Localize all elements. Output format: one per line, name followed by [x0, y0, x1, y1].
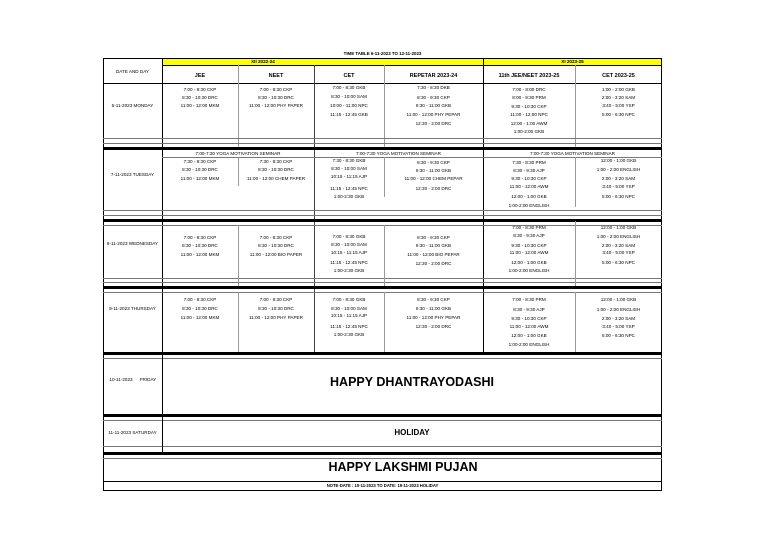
cell-thu-jee-2: 8:30 - 10:30 DRC: [182, 306, 218, 311]
cell-tue-xi-5: 12:00 - 1:00 GKB: [511, 194, 547, 199]
cell-thu-neet-3: 11:00 - 12:00 PHY PAPER: [249, 315, 303, 320]
cell-tue-cet-5: 1:00-2:30 GKB: [333, 194, 365, 199]
cell-thu-cet-2: 8:30 - 10:00 SAM: [331, 306, 367, 311]
cell-wed-xi-2: 8:30 - 9:30 AJP: [513, 233, 545, 238]
cell-mon-xi-1: 7:00 - 8:00 DRC: [512, 87, 546, 92]
frame-right: [661, 58, 662, 491]
cell-mon-rep-5: 12:30 - 2:00 DRC: [415, 121, 452, 126]
cell-wed-jee-3: 11:00 - 12:00 MKM: [180, 252, 220, 257]
cell-thu-rep-4: 12:30 - 2:00 DRC: [415, 324, 452, 329]
cell-wed-xicet-1: 12:00 - 1:00 GKB: [600, 225, 637, 230]
cell-thu-jee-3: 11:00 - 12:00 MKM: [180, 315, 220, 320]
cell-thu-xicet-3: 2:00 - 3:20 SAM: [601, 316, 636, 321]
cell-wed-neet-1: 7:00 - 8:30 CKP: [259, 235, 293, 240]
cell-thu-xi-5: 12:00 - 1:00 GKB: [511, 333, 547, 338]
row-rule: [103, 446, 662, 447]
yoga-seminar-xii: 7:00-7:30 YOGA MOTIVATION SEMINAR: [195, 151, 281, 156]
col-header-jee: JEE: [194, 73, 206, 79]
cell-tue-xi-6: 1:00-2:00 ENGLISH: [508, 203, 550, 208]
cell-wed-xicet-4: 3:40 - 5:00 YSP: [602, 250, 635, 255]
cell-wed-cet-2: 8:30 - 10:00 SAM: [331, 242, 367, 247]
col-header-cet-xi: CET 2023-25: [602, 73, 635, 79]
cell-wed-xi-6: 1:00-2:00 ENGLISH: [508, 268, 550, 273]
cell-tue-xi-2: 8:30 - 9:30 AJP: [513, 168, 545, 173]
frame-bottom: [103, 490, 662, 491]
yoga-seminar-cet: 7:00-7:30 YOGA MOTIVATION SEMINAR: [355, 151, 441, 156]
day-label-wednesday: 8-11-2023 WEDNESDAY: [106, 241, 159, 246]
row-rule: [103, 458, 662, 459]
frame-top: [103, 58, 662, 59]
cell-mon-rep-3: 9:30 - 11:00 GKB: [415, 103, 452, 108]
cell-thu-rep-3: 11:00 - 12:00 PHY PEPAR: [406, 315, 461, 320]
cell-tue-neet-3: 11:00 - 12:00 CHEM PAPER: [246, 176, 306, 181]
cell-thu-neet-2: 8:30 - 10:30 DRC: [258, 306, 294, 311]
cell-tue-xicet-1: 12:00 - 1:00 GKB: [600, 158, 637, 163]
cell-thu-cet-5: 1:00-2:30 GKB: [333, 332, 365, 337]
day-date-friday: 10-11-2023: [109, 377, 133, 382]
header-rule: [162, 65, 662, 66]
cell-wed-xi-1: 7:00 - 8:30 PRM: [512, 225, 546, 230]
cell-wed-neet-2: 8:30 - 10:30 DRC: [258, 243, 294, 248]
note-rule: [103, 481, 662, 482]
cell-thu-xicet-4: 3:40 - 5:00 YSP: [602, 324, 635, 329]
cell-mon-cet-1: 7:00 - 8:30 GKB: [332, 85, 366, 90]
cell-tue-xicet-5: 5:00 - 6:30 NPC: [602, 194, 635, 199]
cell-tue-cet-4: 11:15 - 12:45 NPC: [330, 186, 368, 191]
day-label-monday: 6-11-2023 MONDAY: [111, 103, 154, 108]
cell-wed-cet-5: 1:00-2:30 GKB: [333, 268, 365, 273]
row-rule: [103, 420, 662, 421]
cell-mon-rep-2: 8:30 - 9:30 CKP: [417, 95, 450, 100]
day-separator: [103, 147, 662, 150]
cell-tue-jee-3: 11:00 - 12:00 MKM: [180, 176, 220, 181]
cell-mon-xicet-3: 3:40 - 5:00 YSP: [602, 103, 635, 108]
event-holiday: HOLIDAY: [394, 428, 430, 437]
cell-thu-rep-1: 8:30 - 9:30 CKP: [417, 297, 450, 302]
col-header-repetar: REPETAR 2023-24: [409, 73, 458, 79]
cell-tue-cet-1: 7:30 - 8:30 GKB: [332, 158, 366, 163]
cell-wed-cet-1: 7:00 - 8:30 GKB: [332, 234, 366, 239]
cell-mon-cet-2: 8:30 - 10:00 SAM: [331, 94, 367, 99]
group-header-xi: XI 2023-25: [561, 58, 584, 64]
row-rule: [103, 292, 662, 293]
cell-mon-xicet-2: 2:00 - 3:20 SAM: [601, 95, 636, 100]
cell-thu-xi-6: 1:00-2:00 ENGLISH: [508, 342, 550, 347]
cell-thu-rep-2: 9:30 - 11:00 GKB: [415, 306, 452, 311]
header-bottom-rule: [103, 83, 662, 84]
cell-mon-neet-3: 11:00 - 12:00 PHY PAPER: [249, 103, 303, 108]
col-divider-date: [162, 355, 163, 452]
cell-wed-neet-3: 11:00 - 12:00 BIO PAPER: [249, 252, 303, 257]
cell-tue-xi-4: 11:00 - 12:00 AWM: [509, 184, 549, 189]
col-header-11th: 11th JEE/NEET 2023-25: [498, 73, 560, 79]
row-rule: [103, 138, 662, 139]
event-lakshmi-pujan: HAPPY LAKSHMI PUJAN: [328, 460, 478, 474]
cell-tue-jee-2: 8:30 - 10:30 DRC: [182, 167, 218, 172]
cell-thu-neet-1: 7:00 - 8:30 CKP: [259, 297, 293, 302]
cell-tue-rep-3: 11:00 - 12:00 CHEM PEPAR: [404, 176, 463, 181]
cell-wed-xicet-2: 1:00 - 2:00 ENGLISH: [596, 234, 641, 239]
cell-mon-xi-2: 8:00 - 9:30 PRM: [512, 95, 546, 100]
cell-mon-xicet-1: 1:00 - 2:00 GKB: [602, 87, 635, 92]
cell-mon-xi-5: 12:00 - 1:00 AWM: [510, 121, 548, 126]
cell-mon-neet-2: 8:30 - 10:30 DRC: [258, 95, 294, 100]
day-separator: [103, 414, 662, 417]
row-rule: [103, 358, 662, 359]
cell-wed-xi-4: 11:00 - 12:00 AWM: [509, 250, 549, 255]
day-label-saturday: 11-11-2023 SATURDAY: [108, 430, 157, 435]
cell-tue-xicet-3: 2:00 - 3:20 SAM: [601, 176, 636, 181]
cell-wed-rep-4: 12:30 - 2:00 DRC: [415, 261, 452, 266]
cell-wed-cet-3: 10:15 - 11:15 AJP: [330, 250, 368, 255]
row-rule: [103, 210, 662, 211]
cell-wed-xi-5: 12:00 - 1:00 GKB: [511, 260, 547, 265]
cell-thu-xi-3: 9:30 - 10:30 CKP: [511, 316, 547, 321]
cell-mon-rep-1: 7:30 - 8:30 DKB: [417, 85, 450, 90]
day-separator: [103, 219, 662, 222]
row-rule: [103, 215, 662, 216]
cell-thu-xicet-2: 1:00 - 2:00 ENGLISH: [596, 307, 641, 312]
day-separator: [103, 286, 662, 289]
row-rule: [103, 282, 662, 283]
cell-wed-rep-3: 11:00 - 12:00 BIO PEPAR: [407, 252, 460, 257]
cell-thu-xi-4: 11:00 - 12:00 AWM: [509, 324, 549, 329]
day-label-tuesday: 7-11-2023 TUESDAY: [110, 172, 155, 177]
col-header-neet: NEET: [268, 73, 284, 79]
cell-thu-xi-1: 7:00 - 8:30 PRM: [512, 297, 546, 302]
yoga-seminar-xi: 7:00-7:30 YOGA MOTIVATION SEMINAR: [529, 151, 615, 156]
cell-tue-rep-1: 8:30 - 9:30 CKP: [417, 160, 450, 165]
cell-tue-neet-1: 7:30 - 8:30 CKP: [259, 159, 293, 164]
cell-mon-jee-1: 7:00 - 8:30 CKP: [183, 87, 217, 92]
row-rule: [103, 143, 662, 144]
cell-thu-xicet-1: 12:00 - 1:00 GKB: [600, 297, 637, 302]
cell-thu-xi-2: 8:30 - 9:30 AJP: [513, 307, 545, 312]
cell-mon-rep-4: 11:00 - 12:00 PHY PEPAR: [406, 112, 461, 117]
day-separator: [103, 452, 662, 455]
frame-left: [103, 58, 104, 491]
cell-wed-rep-2: 9:30 - 11:00 GKB: [415, 243, 452, 248]
cell-mon-xi-6: 1:00-2:00 GKB: [513, 129, 545, 134]
day-separator: [103, 352, 662, 355]
cell-tue-xicet-4: 3:40 - 5:00 YSP: [602, 184, 635, 189]
cell-mon-cet-4: 11:15 - 12:45 GKB: [330, 112, 368, 117]
row-rule: [103, 278, 662, 279]
cell-thu-cet-1: 7:00 - 8:30 GKB: [332, 297, 366, 302]
cell-tue-xicet-2: 1:00 - 2:00 ENGLISH: [596, 167, 641, 172]
cell-wed-jee-2: 8:30 - 10:30 DRC: [182, 243, 218, 248]
cell-thu-cet-4: 11:15 - 12:45 NPC: [330, 324, 368, 329]
cell-wed-xicet-5: 5:00 - 6:30 NPC: [602, 260, 635, 265]
page-title: TIME TABLE 6-11-2023 TO 12-11-2023: [343, 51, 422, 56]
footer-note: NOTE-DATE : 10-11-2023 TO DATE: 19-11-2023 HOLIDAY: [326, 483, 439, 488]
cell-tue-cet-2: 8:30 - 10:00 SAM: [331, 166, 367, 171]
cell-mon-jee-3: 11:00 - 12:00 MKM: [180, 103, 220, 108]
cell-mon-xi-3: 9:30 - 10:30 CKP: [511, 104, 547, 109]
cell-tue-xi-1: 7:30 - 8:30 PRM: [512, 160, 546, 165]
group-header-xii: XII 2022-24: [251, 58, 275, 64]
event-dhantrayodashi: HAPPY DHANTRAYODASHI: [330, 375, 494, 389]
cell-thu-jee-1: 7:00 - 8:30 CKP: [183, 297, 217, 302]
cell-wed-cet-4: 11:15 - 12:45 NPC: [330, 260, 368, 265]
cell-tue-rep-2: 9:30 - 11:00 GKB: [415, 168, 452, 173]
cell-thu-cet-3: 10:15 - 11:15 AJP: [330, 313, 368, 318]
day-label-thursday: 9-11-2023 THURSDAY: [109, 306, 156, 311]
cell-mon-xi-4: 11:00 - 12:00 NPC: [510, 112, 548, 117]
cell-tue-rep-4: 12:30 - 2:00 DRC: [415, 186, 452, 191]
cell-mon-cet-3: 10:00 - 11:00 NPC: [330, 103, 368, 108]
cell-thu-xicet-5: 5:00 - 6:30 NPC: [602, 333, 635, 338]
day-name-friday: FRIDAY: [139, 377, 157, 382]
cell-tue-neet-2: 8:30 - 10:30 DRC: [258, 167, 294, 172]
col-header-cet: CET: [343, 73, 355, 79]
cell-wed-xi-3: 9:30 - 10:30 CKP: [511, 243, 547, 248]
cell-tue-xi-3: 9:30 - 10:30 CKP: [511, 176, 547, 181]
cell-tue-cet-3: 10:15 - 11:15 AJP: [330, 174, 368, 179]
cell-mon-xicet-4: 5:00 - 6:30 NPC: [602, 112, 635, 117]
cell-tue-jee-1: 7:30 - 8:30 CKP: [183, 159, 217, 164]
cell-mon-jee-2: 8:30 - 10:30 DRC: [182, 95, 218, 100]
cell-wed-rep-1: 8:30 - 9:30 CKP: [417, 235, 450, 240]
cell-wed-jee-1: 7:00 - 8:30 CKP: [183, 235, 217, 240]
date-day-header: DATE AND DAY: [115, 69, 149, 74]
cell-mon-neet-1: 7:00 - 8:30 CKP: [259, 87, 293, 92]
cell-wed-xicet-3: 2:00 - 3:20 SAM: [601, 243, 636, 248]
